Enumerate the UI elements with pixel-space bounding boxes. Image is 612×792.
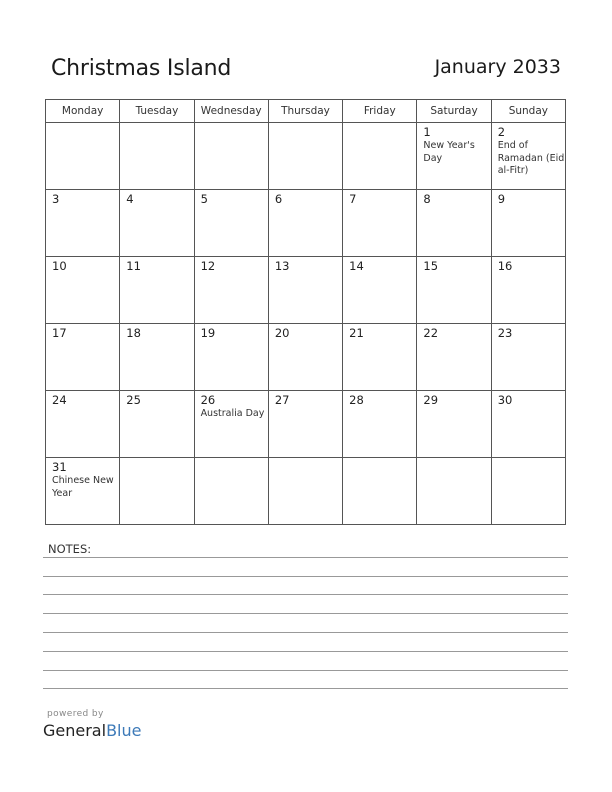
notes-line xyxy=(43,688,568,689)
notes-line xyxy=(43,651,568,652)
calendar-day-cell xyxy=(120,391,194,458)
calendar-day-cell xyxy=(120,123,194,190)
holiday-label: New Year's Day xyxy=(423,140,475,164)
calendar-month-year: January 2033 xyxy=(434,56,561,78)
calendar-day-cell xyxy=(268,391,342,458)
day-number: 18 xyxy=(126,326,141,340)
brand-general: General xyxy=(43,721,107,740)
calendar-day-cell xyxy=(194,324,268,391)
calendar-day-cell xyxy=(194,123,268,190)
calendar-day-cell xyxy=(491,123,565,190)
calendar-day-cell xyxy=(46,458,120,525)
day-number: 8 xyxy=(423,192,431,206)
day-number: 22 xyxy=(423,326,439,340)
day-number: 15 xyxy=(423,259,439,273)
calendar-day-cell xyxy=(417,257,491,324)
day-number: 19 xyxy=(200,326,216,340)
day-number: 23 xyxy=(497,326,513,340)
day-number: 17 xyxy=(52,326,67,340)
calendar-day-cell xyxy=(417,190,491,257)
calendar-day-cell xyxy=(343,190,417,257)
day-number: 1 xyxy=(423,125,431,139)
weekday-header: Wednesday xyxy=(194,100,268,123)
calendar-day-cell xyxy=(194,458,268,525)
calendar-day-cell xyxy=(120,324,194,391)
day-number: 31 xyxy=(52,460,67,474)
day-number: 24 xyxy=(52,393,67,407)
calendar-day-cell xyxy=(491,458,565,525)
calendar-day-cell xyxy=(491,257,565,324)
day-number: 13 xyxy=(274,259,290,273)
day-number: 10 xyxy=(52,259,67,273)
calendar-day-cell xyxy=(491,324,565,391)
day-number: 27 xyxy=(274,393,290,407)
holiday-label: Chinese New Year xyxy=(52,475,114,499)
powered-by-text: powered by xyxy=(47,709,104,719)
calendar-day-cell xyxy=(417,391,491,458)
notes-line xyxy=(43,557,568,558)
day-number: 9 xyxy=(497,192,506,206)
notes-line xyxy=(43,670,568,671)
calendar-day-cell xyxy=(46,324,120,391)
calendar-grid xyxy=(45,99,566,525)
calendar-week-row xyxy=(46,123,566,190)
notes-line xyxy=(43,576,568,577)
calendar-day-cell xyxy=(120,190,194,257)
calendar-day-cell xyxy=(120,458,194,525)
calendar-day-cell xyxy=(194,190,268,257)
holiday-label: End of Ramadan (Eid al-Fitr) xyxy=(497,140,565,176)
brand-blue: Blue xyxy=(106,721,142,740)
calendar-week-row xyxy=(46,391,566,458)
calendar-day-cell xyxy=(268,257,342,324)
day-number: 16 xyxy=(497,259,513,273)
calendar-day-cell xyxy=(120,257,194,324)
day-number: 12 xyxy=(200,259,216,273)
day-number: 6 xyxy=(274,192,283,206)
notes-line xyxy=(43,632,568,633)
weekday-header: Friday xyxy=(343,100,417,123)
calendar-day-cell xyxy=(268,123,342,190)
day-number: 26 xyxy=(200,393,216,407)
weekday-header: Monday xyxy=(46,100,120,123)
calendar-day-cell xyxy=(46,123,120,190)
weekday-header: Thursday xyxy=(268,100,342,123)
calendar-day-cell xyxy=(46,257,120,324)
notes-label: NOTES: xyxy=(48,542,92,556)
day-number: 29 xyxy=(423,393,439,407)
calendar-week-row xyxy=(46,257,566,324)
weekday-header: Saturday xyxy=(417,100,491,123)
holiday-label: Australia Day xyxy=(200,408,265,419)
day-number: 25 xyxy=(126,393,141,407)
calendar-week-row xyxy=(46,324,566,391)
calendar-day-cell xyxy=(268,458,342,525)
day-number: 7 xyxy=(349,192,357,206)
day-number: 20 xyxy=(274,326,290,340)
weekday-header-row xyxy=(46,100,566,123)
day-number: 4 xyxy=(126,192,134,206)
calendar-day-cell xyxy=(491,190,565,257)
day-number: 5 xyxy=(200,192,208,206)
calendar-day-cell xyxy=(194,257,268,324)
weekday-header: Sunday xyxy=(491,100,565,123)
calendar-day-cell xyxy=(343,324,417,391)
calendar-day-cell xyxy=(343,257,417,324)
calendar-day-cell xyxy=(268,190,342,257)
calendar-day-cell xyxy=(46,190,120,257)
day-number: 30 xyxy=(497,393,513,407)
notes-line xyxy=(43,594,568,595)
calendar-day-cell xyxy=(343,123,417,190)
day-number: 21 xyxy=(349,326,364,340)
calendar-day-cell xyxy=(417,324,491,391)
calendar-day-cell xyxy=(343,391,417,458)
calendar-day-cell xyxy=(417,123,491,190)
day-number: 14 xyxy=(349,259,364,273)
calendar-day-cell xyxy=(417,458,491,525)
calendar-week-row xyxy=(46,190,566,257)
day-number: 11 xyxy=(126,259,141,273)
calendar-country-title: Christmas Island xyxy=(51,56,232,81)
calendar-week-row xyxy=(46,458,566,525)
day-number: 3 xyxy=(52,192,60,206)
calendar-day-cell xyxy=(491,391,565,458)
calendar-day-cell xyxy=(46,391,120,458)
calendar-day-cell xyxy=(343,458,417,525)
generalblue-logo[interactable] xyxy=(43,721,141,740)
day-number: 2 xyxy=(497,125,506,139)
day-number: 28 xyxy=(349,393,364,407)
calendar-day-cell xyxy=(268,324,342,391)
weekday-header: Tuesday xyxy=(120,100,194,123)
calendar-day-cell xyxy=(194,391,268,458)
notes-line xyxy=(43,613,568,614)
